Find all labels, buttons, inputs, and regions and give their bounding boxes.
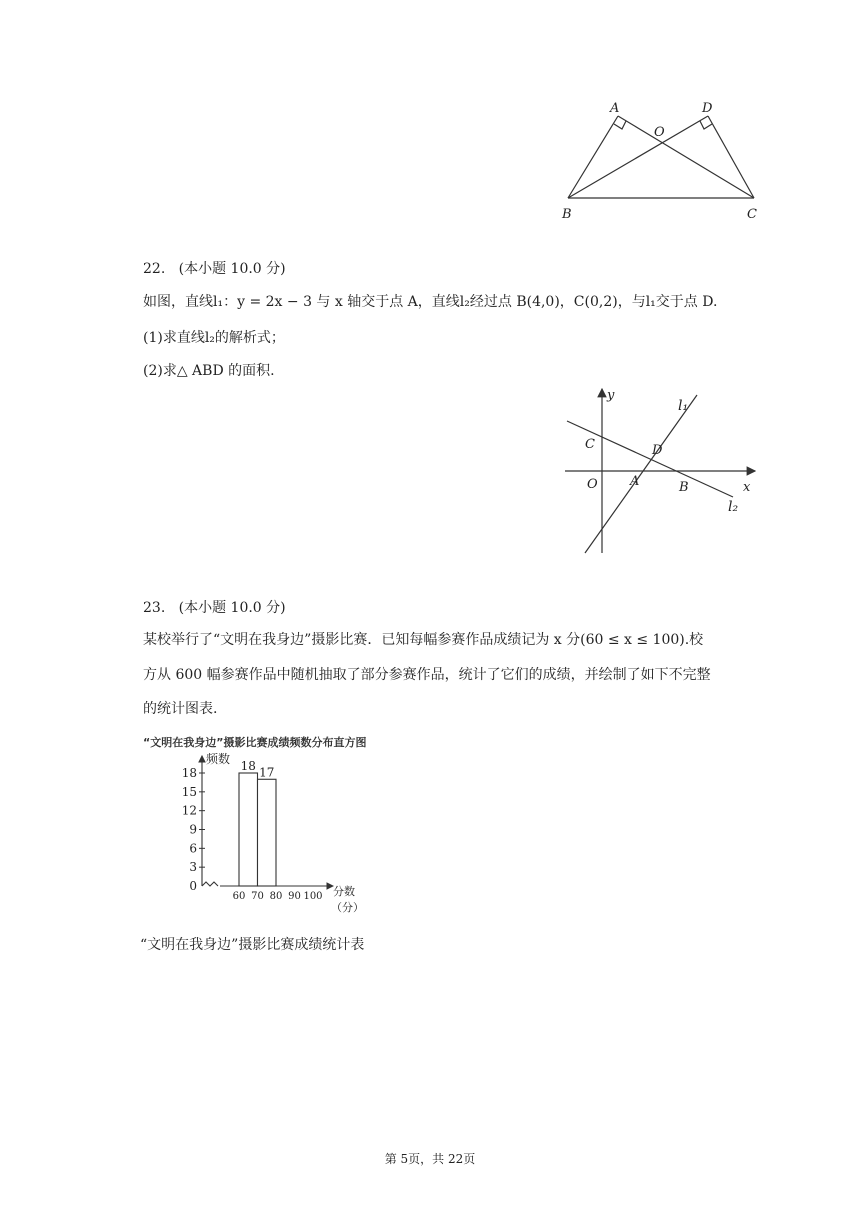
x-axis-label: 分数 bbox=[333, 885, 355, 898]
q22-number: 22. bbox=[143, 261, 166, 277]
q22-part1: (1)求直线l₂的解析式； bbox=[143, 330, 285, 346]
histogram-chart bbox=[150, 748, 380, 920]
histogram-bar bbox=[239, 773, 258, 886]
y-tick-label: 3 bbox=[189, 860, 197, 875]
q22-header bbox=[143, 259, 286, 279]
label-C: C bbox=[747, 207, 757, 222]
q23-line2: 方从 600 幅参赛作品中随机抽取了部分参赛作品，统计了它们的成绩，并绘制了如下不完整 bbox=[143, 667, 711, 683]
y-tick-label: 0 bbox=[189, 879, 197, 893]
label-B: B bbox=[562, 207, 572, 222]
histogram-bar bbox=[258, 779, 277, 886]
label-y: y bbox=[607, 388, 615, 403]
y-tick-label: 6 bbox=[189, 841, 197, 856]
x-tick-label: 80 bbox=[269, 891, 283, 902]
label-D2: D bbox=[652, 443, 663, 458]
q22-stem: 如图，直线l₁：y = 2x − 3 与 x 轴交于点 A，直线l₂经过点 B(4,0)，C(0,2)，与l₁交于点 D. bbox=[143, 294, 718, 310]
label-l2: l₂ bbox=[728, 499, 739, 515]
bar-value-label: 18 bbox=[240, 759, 256, 773]
bar-value-label: 17 bbox=[259, 765, 275, 780]
x-tick-label: 70 bbox=[251, 891, 264, 902]
q23-header bbox=[143, 598, 286, 618]
q22-points: (本小题 10.0 分) bbox=[178, 261, 286, 277]
label-A: A bbox=[610, 101, 620, 116]
label-O2: O bbox=[587, 477, 598, 492]
label-B2: B bbox=[679, 480, 689, 495]
x-tick-label: 100 bbox=[303, 891, 323, 902]
q23-line3: 的统计图表. bbox=[143, 701, 218, 717]
y-tick-label: 12 bbox=[181, 803, 197, 818]
label-l1: l₁ bbox=[678, 398, 689, 414]
x-tick-label: 90 bbox=[288, 891, 301, 902]
label-C2: C bbox=[585, 437, 595, 452]
label-x: x bbox=[743, 480, 751, 495]
x-axis-unit: （分） bbox=[331, 901, 364, 914]
coordinate-figure bbox=[555, 385, 770, 557]
q23-number: 23. bbox=[143, 600, 166, 616]
q22-part2: (2)求△ ABD 的面积. bbox=[143, 363, 275, 379]
page-footer: 第 5页，共 22页 bbox=[384, 1152, 476, 1166]
label-A2: A bbox=[630, 474, 640, 489]
label-O: O bbox=[654, 125, 665, 140]
y-axis-label: 频数 bbox=[206, 752, 231, 766]
x-tick-label: 60 bbox=[232, 891, 246, 902]
triangle-figure bbox=[550, 96, 780, 226]
table-title: “文明在我身边”摄影比赛成绩统计表 bbox=[140, 937, 365, 953]
y-tick-label: 18 bbox=[181, 766, 197, 780]
q23-line1: 某校举行了“文明在我身边”摄影比赛．已知每幅参赛作品成绩记为 x 分(60 ≤ x ≤ 100).校 bbox=[143, 632, 704, 648]
q23-points: (本小题 10.0 分) bbox=[178, 600, 286, 616]
y-tick-label: 15 bbox=[181, 784, 197, 799]
label-D: D bbox=[702, 101, 713, 116]
y-tick-label: 9 bbox=[189, 822, 197, 837]
histogram-title: “文明在我身边”摄影比赛成绩频数分布直方图 bbox=[143, 736, 367, 749]
